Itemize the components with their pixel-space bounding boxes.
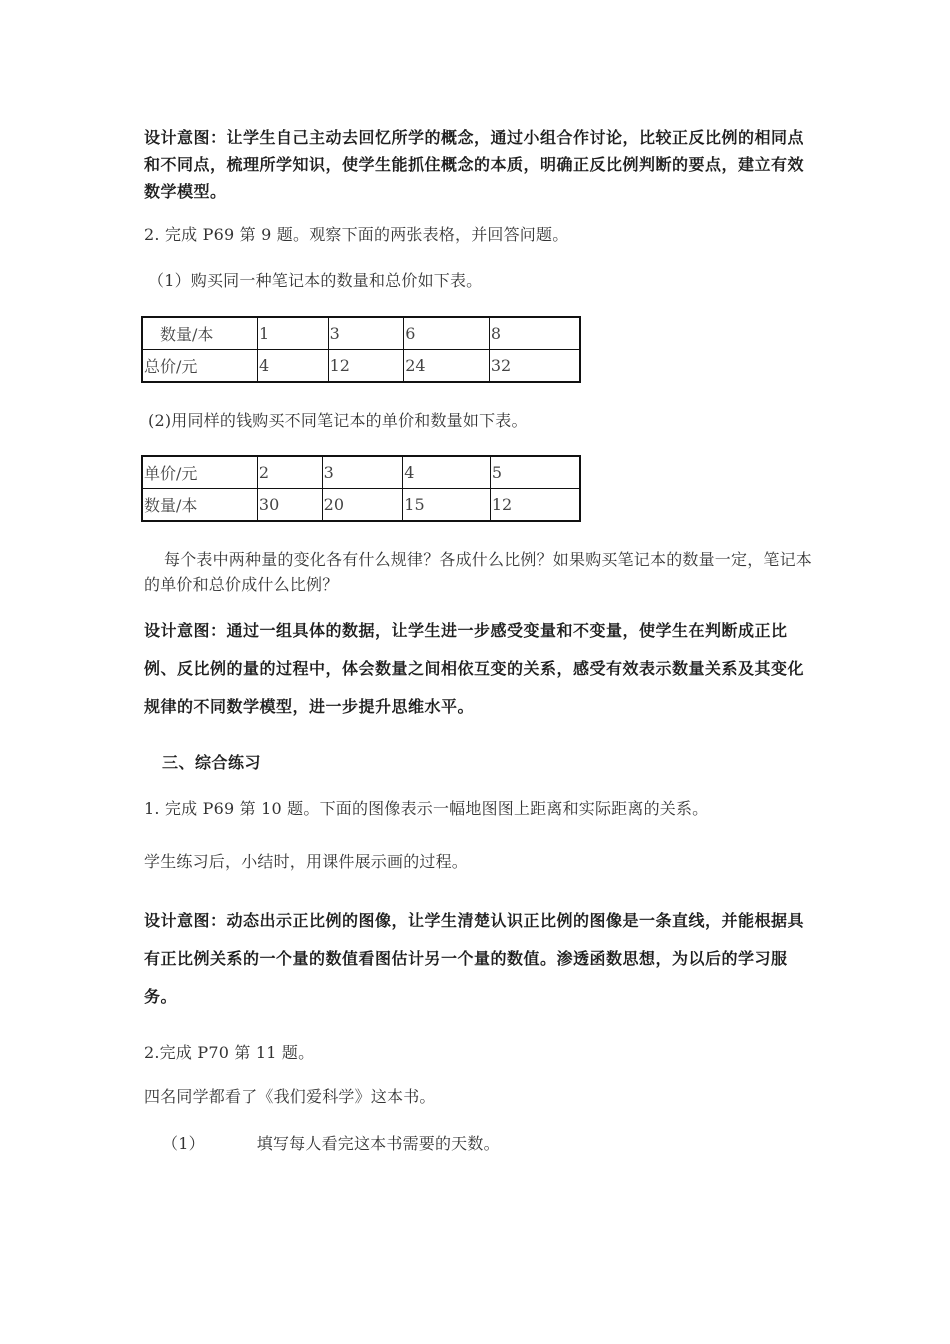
table-cell: 20 [322,489,403,522]
section-3-question-2-text: 四名同学都看了《我们爱科学》这本书。 [144,1087,436,1106]
row-header-cell: 总价/元 [142,350,257,383]
table-row [142,456,580,489]
table-cell: 4 [403,456,491,489]
table-cell: 2 [257,456,322,489]
table-cell: 3 [328,317,404,350]
table-cell: 6 [404,317,490,350]
row-header-cell: 单价/元 [142,456,257,489]
question-2-sub-2: (2)用同样的钱购买不同笔记本的单价和数量如下表。 [148,411,528,430]
question-2-question: 每个表中两种量的变化各有什么规律？各成什么比例？如果购买笔记本的数量一定，笔记本的单价和总价成什么比例？ [144,550,813,594]
row-header-cell: 数量/本 [142,489,257,522]
sub-item-text: 填写每人看完这本书需要的天数。 [256,1134,500,1153]
section-3-question-2: 2.完成 P70 第 11 题。 [144,1043,315,1062]
table-cell: 12 [328,350,404,383]
table-row [142,317,580,350]
table1-body [142,317,580,382]
row-header-cell: 数量/本 [142,317,257,350]
table-cell: 1 [257,317,328,350]
sub-item-number: （1） [162,1134,205,1153]
design-intent-paragraph: 设计意图：让学生自己主动去回忆所学的概念，通过小组合作讨论，比较正反比例的相同点和不同点，梳理所学知识，使学生能抓住概念的本质，明确正反比例判断的要点，建立有效数学模型。 [144,128,805,201]
table-cell: 12 [490,489,580,522]
section-3-title: 三、综合练习 [162,753,262,772]
design-intent-paragraph-2: 设计意图：通过一组具体的数据，让学生进一步感受变量和不变量，使学生在判断成正比例、反比例的量的过程中，体会数量之间相依互变的关系，感受有效表示数量关系及其变化规律的不同数学模型，进一步提升思维水平。 [144,621,805,716]
table-cell: 3 [322,456,403,489]
table-row [142,489,580,522]
section-3-question-1: 1. 完成 P69 第 10 题。下面的图像表示一幅地图图上距离和实际距离的关系。 [144,799,709,818]
table2-body [142,456,580,521]
table-cell: 8 [489,317,580,350]
unit-price-quantity-table [141,455,581,522]
table-cell: 5 [490,456,580,489]
table-cell: 4 [257,350,328,383]
section-3-question-1-note: 学生练习后，小结时，用课件展示画的过程。 [144,852,469,871]
design-intent-paragraph-3: 设计意图：动态出示正比例的图像，让学生清楚认识正比例的图像是一条直线，并能根据具有正比例关系的一个量的数值看图估计另一个量的数值。渗透函数思想，为以后的学习服务。 [144,911,805,1006]
table-row [142,350,580,383]
section-3-question-2-sub-1 [162,1131,834,1157]
question-2-sub-1: （1）购买同一种笔记本的数量和总价如下表。 [148,271,483,290]
table-cell: 32 [489,350,580,383]
notebook-quantity-price-table [141,316,581,383]
table-cell: 30 [257,489,322,522]
question-2-title: 2. 完成 P69 第 9 题。观察下面的两张表格，并回答问题。 [144,225,569,244]
table-cell: 24 [404,350,490,383]
table-cell: 15 [403,489,491,522]
